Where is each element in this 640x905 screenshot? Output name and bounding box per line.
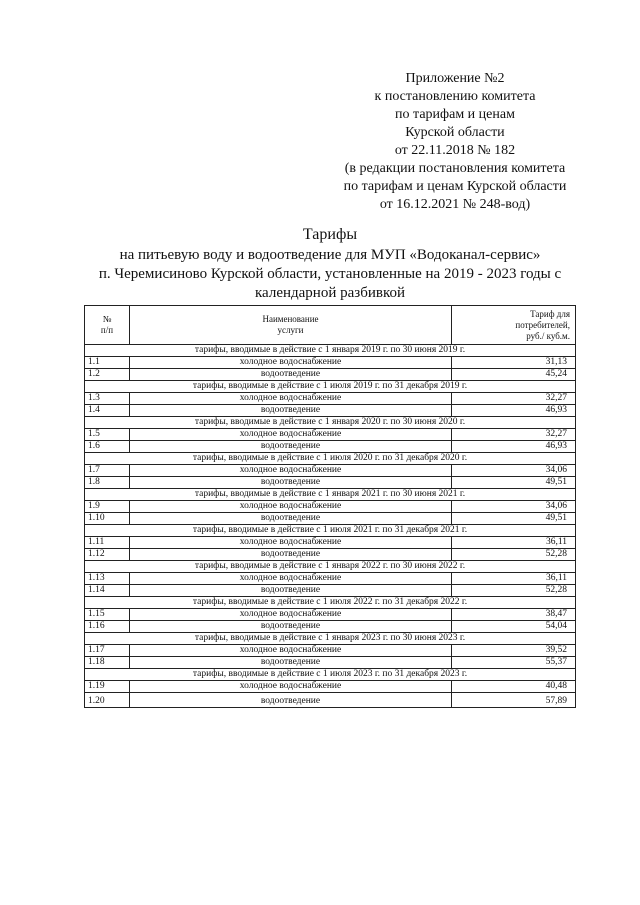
row-tariff-value: 38,47 xyxy=(452,609,576,621)
appendix-line: от 22.11.2018 № 182 xyxy=(394,143,516,158)
period-label: тарифы, вводимые в действие с 1 января 2020 г. по 30 июня 2020 г. xyxy=(85,417,576,429)
row-service-name: водоотведение xyxy=(130,441,452,453)
period-label: тарифы, вводимые в действие с 1 января 2019 г. по 30 июня 2019 г. xyxy=(85,345,576,357)
title-heading: Тарифы xyxy=(302,226,358,243)
row-number: 1.1 xyxy=(85,357,130,369)
appendix-line: Курской области xyxy=(405,125,505,140)
row-tariff-value: 36,11 xyxy=(452,573,576,585)
row-tariff-value: 46,93 xyxy=(452,405,576,417)
period-row xyxy=(85,597,576,609)
row-number: 1.14 xyxy=(85,585,130,597)
row-service-name: водоотведение xyxy=(130,585,452,597)
row-service-name: холодное водоснабжение xyxy=(130,537,452,549)
row-number: 1.8 xyxy=(85,477,130,489)
row-service-name: водоотведение xyxy=(130,369,452,381)
row-tariff-value: 31,13 xyxy=(452,357,576,369)
period-label: тарифы, вводимые в действие с 1 января 2022 г. по 30 июня 2022 г. xyxy=(85,561,576,573)
row-service-name: водоотведение xyxy=(130,693,452,708)
row-number: 1.11 xyxy=(85,537,130,549)
row-tariff-value: 34,06 xyxy=(452,465,576,477)
table-row xyxy=(85,393,576,405)
row-tariff-value: 52,28 xyxy=(452,585,576,597)
row-number: 1.12 xyxy=(85,549,130,561)
table-row xyxy=(85,405,576,417)
row-number: 1.6 xyxy=(85,441,130,453)
row-service-name: холодное водоснабжение xyxy=(130,609,452,621)
table-row xyxy=(85,357,576,369)
appendix-line: по тарифам и ценам xyxy=(395,107,515,122)
row-number: 1.16 xyxy=(85,621,130,633)
table-row xyxy=(85,513,576,525)
row-number: 1.4 xyxy=(85,405,130,417)
row-number: 1.19 xyxy=(85,681,130,693)
row-tariff-value: 46,93 xyxy=(452,441,576,453)
title-line: п. Черемисиново Курской области, установленные на 2019 - 2023 годы с xyxy=(98,266,562,282)
tariff-table xyxy=(84,305,576,708)
header-name-line: Наименование xyxy=(262,314,319,324)
period-label: тарифы, вводимые в действие с 1 июля 2019 г. по 31 декабря 2019 г. xyxy=(85,381,576,393)
row-service-name: водоотведение xyxy=(130,513,452,525)
row-service-name: водоотведение xyxy=(130,549,452,561)
period-label: тарифы, вводимые в действие с 1 июля 2020 г. по 31 декабря 2020 г. xyxy=(85,453,576,465)
table-row xyxy=(85,369,576,381)
period-row xyxy=(85,381,576,393)
row-tariff-value: 32,27 xyxy=(452,393,576,405)
appendix-line: (в редакции постановления комитета xyxy=(344,161,566,176)
header-name-line: услуги xyxy=(277,325,304,335)
row-tariff-value: 34,06 xyxy=(452,501,576,513)
row-number: 1.17 xyxy=(85,645,130,657)
row-tariff-value: 54,04 xyxy=(452,621,576,633)
period-label: тарифы, вводимые в действие с 1 июля 2021 г. по 31 декабря 2021 г. xyxy=(85,525,576,537)
period-label: тарифы, вводимые в действие с 1 июля 2022 г. по 31 декабря 2022 г. xyxy=(85,597,576,609)
header-num-line: п/п xyxy=(100,325,114,335)
row-number: 1.3 xyxy=(85,393,130,405)
period-row xyxy=(85,561,576,573)
table-row xyxy=(85,621,576,633)
table-header-row xyxy=(85,306,576,345)
row-number: 1.10 xyxy=(85,513,130,525)
period-row xyxy=(85,417,576,429)
header-num xyxy=(85,306,130,345)
header-name xyxy=(130,306,452,345)
appendix-line: Приложение №2 xyxy=(405,71,505,86)
row-number: 1.20 xyxy=(85,693,130,708)
table-row xyxy=(85,681,576,693)
row-number: 1.18 xyxy=(85,657,130,669)
table-row xyxy=(85,585,576,597)
table-row xyxy=(85,501,576,513)
row-service-name: холодное водоснабжение xyxy=(130,645,452,657)
document-title xyxy=(70,225,590,303)
appendix-line: от 16.12.2021 № 248-вод) xyxy=(379,197,531,212)
title-line: на питьевую воду и водоотведение для МУП «Водоканал-сервис» xyxy=(119,247,541,263)
period-row xyxy=(85,489,576,501)
header-num-line: № xyxy=(102,314,112,324)
row-tariff-value: 52,28 xyxy=(452,549,576,561)
table-row xyxy=(85,441,576,453)
table-row xyxy=(85,549,576,561)
period-label: тарифы, вводимые в действие с 1 января 2021 г. по 30 июня 2021 г. xyxy=(85,489,576,501)
row-number: 1.9 xyxy=(85,501,130,513)
appendix-line: по тарифам и ценам Курской области xyxy=(343,179,567,194)
period-row xyxy=(85,453,576,465)
table-row xyxy=(85,573,576,585)
row-tariff-value: 39,52 xyxy=(452,645,576,657)
row-number: 1.5 xyxy=(85,429,130,441)
row-service-name: водоотведение xyxy=(130,621,452,633)
row-service-name: холодное водоснабжение xyxy=(130,357,452,369)
row-service-name: холодное водоснабжение xyxy=(130,573,452,585)
header-tariff-line: Тариф для xyxy=(530,308,570,319)
period-row xyxy=(85,633,576,645)
row-tariff-value: 49,51 xyxy=(452,477,576,489)
row-service-name: водоотведение xyxy=(130,477,452,489)
row-tariff-value: 57,89 xyxy=(452,693,576,708)
row-service-name: холодное водоснабжение xyxy=(130,393,452,405)
table-row xyxy=(85,537,576,549)
row-tariff-value: 45,24 xyxy=(452,369,576,381)
row-service-name: холодное водоснабжение xyxy=(130,429,452,441)
row-tariff-value: 49,51 xyxy=(452,513,576,525)
appendix-header xyxy=(320,70,590,214)
table-row xyxy=(85,657,576,669)
row-service-name: холодное водоснабжение xyxy=(130,465,452,477)
table-row xyxy=(85,477,576,489)
period-row xyxy=(85,669,576,681)
table-row xyxy=(85,609,576,621)
table-row xyxy=(85,429,576,441)
period-label: тарифы, вводимые в действие с 1 июля 2023 г. по 31 декабря 2023 г. xyxy=(85,669,576,681)
row-service-name: водоотведение xyxy=(130,657,452,669)
row-tariff-value: 55,37 xyxy=(452,657,576,669)
header-tariff xyxy=(452,306,576,345)
table-row xyxy=(85,693,576,708)
row-number: 1.15 xyxy=(85,609,130,621)
header-tariff-line: руб./ куб.м. xyxy=(526,330,570,341)
row-service-name: водоотведение xyxy=(130,405,452,417)
row-tariff-value: 32,27 xyxy=(452,429,576,441)
period-row xyxy=(85,525,576,537)
period-row xyxy=(85,345,576,357)
table-row xyxy=(85,465,576,477)
row-number: 1.7 xyxy=(85,465,130,477)
row-service-name: холодное водоснабжение xyxy=(130,681,452,693)
row-number: 1.2 xyxy=(85,369,130,381)
table-row xyxy=(85,645,576,657)
appendix-line: к постановлению комитета xyxy=(374,89,536,104)
header-tariff-line: потребителей, xyxy=(515,319,570,330)
table-body xyxy=(85,345,576,708)
row-service-name: холодное водоснабжение xyxy=(130,501,452,513)
row-tariff-value: 36,11 xyxy=(452,537,576,549)
row-tariff-value: 40,48 xyxy=(452,681,576,693)
title-line: календарной разбивкой xyxy=(255,285,405,301)
period-label: тарифы, вводимые в действие с 1 января 2023 г. по 30 июня 2023 г. xyxy=(85,633,576,645)
row-number: 1.13 xyxy=(85,573,130,585)
